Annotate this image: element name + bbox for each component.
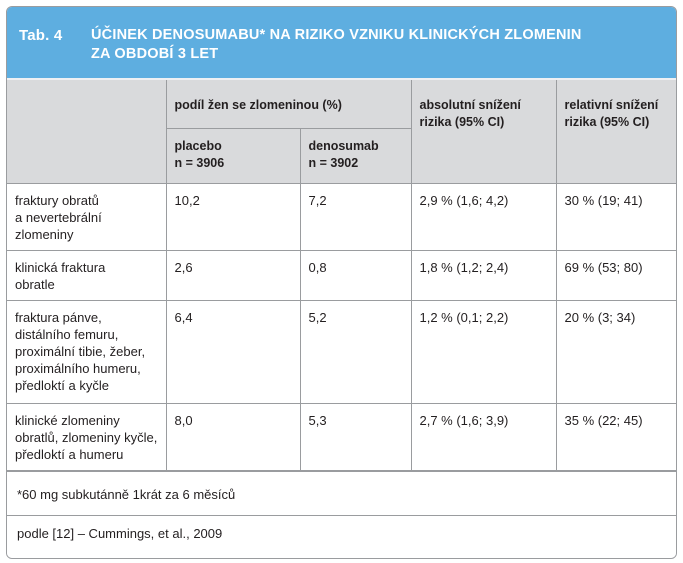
row-label-line: předloktí a kyčle: [15, 377, 109, 393]
relative-reduction-value: 30 % (19; 41): [556, 183, 676, 250]
table-row: [7, 403, 676, 470]
placebo-value: 6,4: [166, 300, 300, 403]
absolute-reduction-value: 1,2 % (0,1; 2,2): [411, 300, 556, 403]
row-label-line: distálního femuru,: [15, 326, 119, 342]
table-title-bar: [7, 7, 676, 78]
row-label-line: a nevertebrální: [15, 209, 102, 225]
header-placebo-cell: [166, 128, 300, 183]
header-group-cell: [166, 80, 411, 128]
absolute-reduction-value: 2,9 % (1,6; 4,2): [411, 183, 556, 250]
header-group-label: podíl žen se zlomeninou (%): [174, 98, 342, 112]
denosumab-value: 7,2: [300, 183, 411, 250]
row-label-line: klinické zlomeniny: [15, 412, 120, 428]
table-frame: [6, 6, 677, 559]
row-label-cell: [7, 403, 166, 470]
denosumab-value: 0,8: [300, 250, 411, 300]
header-absolute-line-2: rizika (95% CI): [419, 115, 505, 129]
row-label-cell: [7, 250, 166, 300]
footnote-row: [7, 471, 676, 515]
row-label-line: obratlů, zlomeniny kyčle,: [15, 429, 158, 445]
row-label-cell: [7, 183, 166, 250]
header-denosumab-cell: [300, 128, 411, 183]
placebo-value: 8,0: [166, 403, 300, 470]
row-label-line: zlomeniny: [15, 226, 74, 242]
relative-reduction-value: 20 % (3; 34): [556, 300, 676, 403]
data-table: [7, 80, 676, 471]
source-text: podle [12] – Cummings, et al., 2009: [17, 526, 223, 541]
denosumab-value: 5,3: [300, 403, 411, 470]
source-row: [7, 515, 676, 559]
table-row: [7, 250, 676, 300]
denosumab-value: 5,2: [300, 300, 411, 403]
absolute-reduction-value: 2,7 % (1,6; 3,9): [411, 403, 556, 470]
row-label-line: fraktury obratů: [15, 192, 99, 208]
placebo-value: 2,6: [166, 250, 300, 300]
relative-reduction-value: 69 % (53; 80): [556, 250, 676, 300]
header-placebo-label: placebo: [174, 138, 222, 153]
footnote-text: *60 mg subkutánně 1krát za 6 měsíců: [17, 487, 236, 502]
header-relative-cell: [556, 80, 676, 183]
row-label-line: proximální tibie, žeber,: [15, 343, 146, 359]
table-title-line-1: ÚČINEK DENOSUMABU* NA RIZIKO VZNIKU KLINICKÝCH ZLOMENIN: [91, 27, 582, 43]
header-absolute-cell: [411, 80, 556, 183]
table-title: [91, 26, 671, 64]
table-number: Tab. 4: [19, 27, 63, 44]
header-relative-line-1: relativní snížení: [564, 98, 659, 112]
header-denosumab-n: n = 3902: [308, 155, 359, 170]
header-denosumab-label: denosumab: [308, 138, 379, 153]
table-row: [7, 300, 676, 403]
relative-reduction-value: 35 % (22; 45): [556, 403, 676, 470]
row-label-cell: [7, 300, 166, 403]
row-label-line: obratle: [15, 276, 55, 292]
placebo-value: 10,2: [166, 183, 300, 250]
row-label-line: proximálního humeru,: [15, 360, 141, 376]
header-relative-line-2: rizika (95% CI): [564, 115, 650, 129]
row-label-line: fraktura pánve,: [15, 309, 102, 325]
header-absolute-line-1: absolutní snížení: [419, 98, 521, 112]
header-empty-cell: [7, 80, 166, 183]
table-title-line-2: ZA OBDOBÍ 3 LET: [91, 46, 219, 62]
table-row: [7, 183, 676, 250]
row-label-line: klinická fraktura: [15, 259, 106, 275]
header-placebo-n: n = 3906: [174, 155, 225, 170]
row-label-line: předloktí a humeru: [15, 446, 124, 462]
absolute-reduction-value: 1,8 % (1,2; 2,4): [411, 250, 556, 300]
